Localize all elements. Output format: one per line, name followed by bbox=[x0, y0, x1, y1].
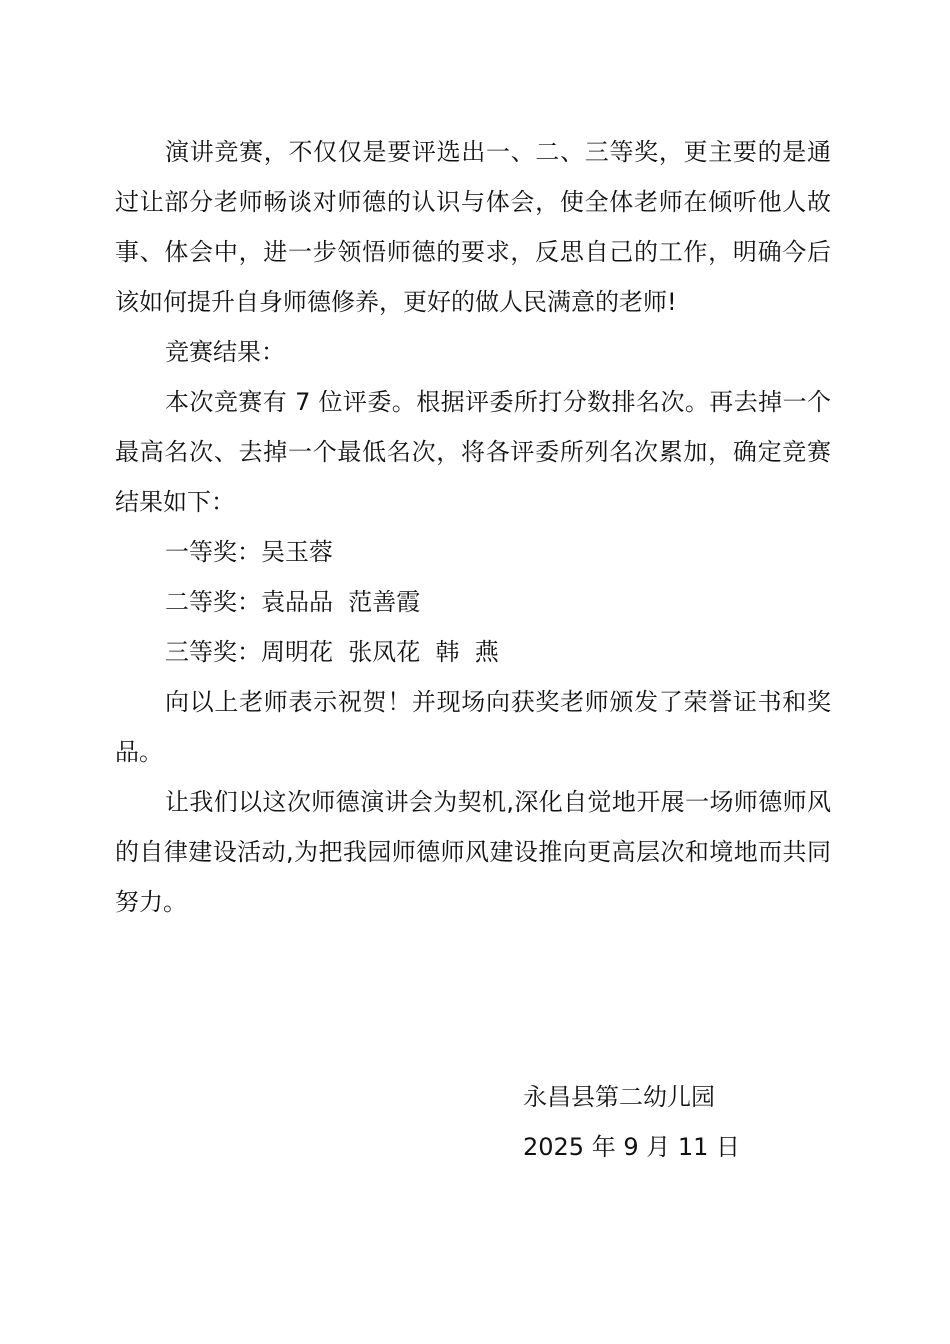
document-body bbox=[115, 127, 831, 927]
congrats-paragraph: 向以上老师表示祝贺！并现场向获奖老师颁发了荣誉证书和奖品。 bbox=[115, 688, 831, 766]
results-heading: 竞赛结果： bbox=[165, 338, 285, 366]
method-paragraph: 本次竞赛有 7 位评委。根据评委所打分数排名次。再去掉一个最高名次、去掉一个最低名次，将各评委所列名次累加，确定竞赛结果如下： bbox=[115, 388, 831, 516]
first-prize-line: 一等奖：吴玉蓉 bbox=[165, 538, 333, 566]
second-prize-line: 二等奖：袁品品 范善霞 bbox=[165, 588, 421, 616]
intro-paragraph: 演讲竞赛，不仅仅是要评选出一、二、三等奖，更主要的是通过让部分老师畅谈对师德的认识与体会，使全体老师在倾听他人故事、体会中，进一步领悟师德的要求，反思自己的工作，明确今后该如何提升自身师德修养，更好的做人民满意的老师! bbox=[115, 138, 831, 316]
third-prize-line: 三等奖：周明花 张凤花 韩 燕 bbox=[165, 638, 499, 666]
closing-paragraph: 让我们以这次师德演讲会为契机,深化自觉地开展一场师德师风的自律建设活动,为把我园师德师风建设推向更高层次和境地而共同努力。 bbox=[115, 788, 831, 916]
document-date: 2025 年 9 月 11 日 bbox=[523, 1133, 741, 1161]
signature-block bbox=[523, 1072, 740, 1172]
organization-name: 永昌县第二幼儿园 bbox=[523, 1083, 715, 1111]
